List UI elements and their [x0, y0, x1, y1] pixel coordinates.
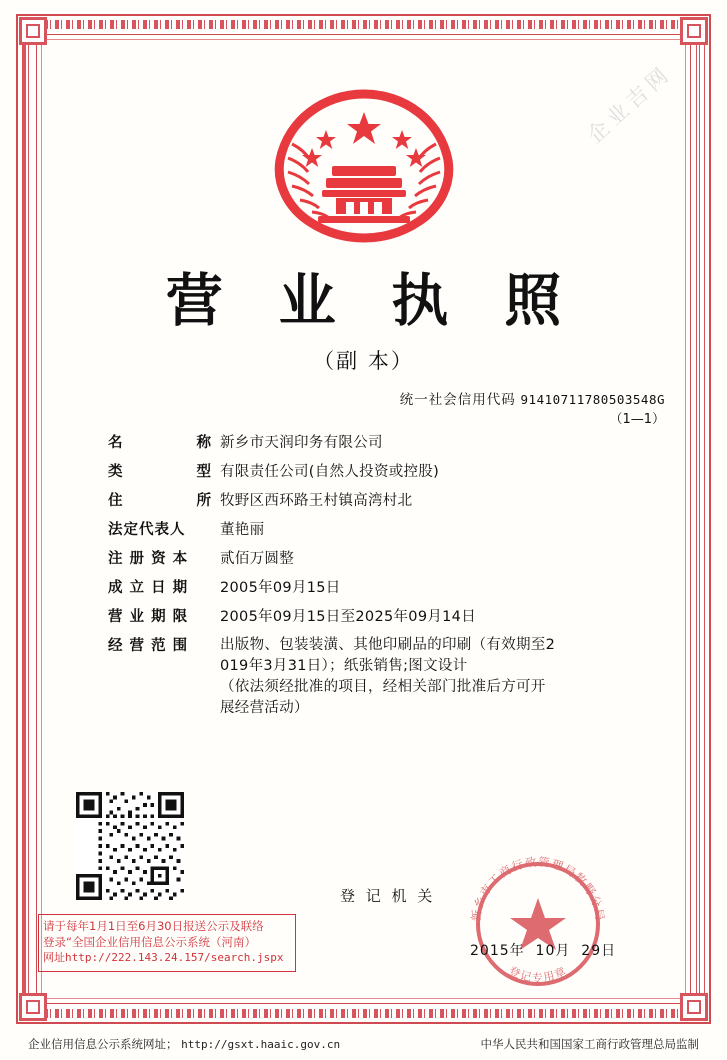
footer-left-url[interactable]: http://gsxt.haaic.gov.cn — [181, 1038, 341, 1051]
field-key-type — [108, 461, 220, 483]
field-key-business-term: 营 业 期 限 — [108, 609, 189, 625]
business-scope-line-3: （依法须经批准的项目，经相关部门批准后方可开 — [220, 679, 546, 695]
corner-ornament-top-left — [19, 17, 47, 45]
field-value-legal-representative: 董艳丽 — [220, 522, 265, 538]
field-row-establish-date — [108, 577, 657, 599]
page-title: 营 业 执 照 — [165, 268, 580, 334]
field-value-address: 牧野区西环路王村镇高湾村北 — [220, 493, 413, 509]
seal-bottom-text: 登记专用章 — [506, 964, 570, 985]
registration-date-year: 2015 — [470, 943, 510, 959]
field-row-type — [108, 461, 657, 483]
field-value-name: 新乡市天润印务有限公司 — [220, 435, 383, 451]
credit-code-line — [400, 388, 665, 408]
field-key-address-left: 住 — [108, 493, 124, 509]
field-row-business-scope — [108, 635, 657, 719]
corner-ornament-top-right — [680, 17, 708, 45]
footer-right: 中华人民共和国国家工商行政管理总局监制 — [480, 1037, 699, 1051]
field-row-address — [108, 490, 657, 512]
registration-authority-label: 登 记 机 关 — [340, 887, 436, 905]
footer-left-label: 企业信用信息公示系统网址； — [28, 1037, 178, 1051]
registration-date-day-unit: 日 — [601, 943, 617, 959]
field-key-name-right: 称 — [196, 435, 212, 451]
field-row-name — [108, 432, 657, 454]
corner-ornament-bottom-left — [19, 993, 47, 1021]
field-list — [108, 432, 657, 726]
page-subtitle: （副 本） — [313, 349, 414, 373]
field-key-address — [108, 490, 220, 512]
field-key-establish-date: 成 立 日 期 — [108, 580, 189, 596]
field-value-business-scope — [220, 635, 640, 719]
field-value-type: 有限责任公司(自然人投资或控股) — [220, 464, 440, 480]
red-note-text — [43, 918, 288, 966]
field-row-business-term — [108, 606, 657, 628]
corner-ornament-bottom-right — [680, 993, 708, 1021]
registration-date-year-unit: 年 — [509, 943, 525, 959]
field-key-name-left: 名 — [108, 435, 124, 451]
qr-code[interactable] — [76, 792, 184, 900]
footer — [28, 1036, 699, 1052]
field-key-business-scope: 经 营 范 围 — [108, 638, 189, 654]
credit-code-value: 91410711780503548G — [520, 392, 665, 407]
credit-code-label: 统一社会信用代码 — [399, 392, 516, 408]
registration-date-month: 10 — [535, 943, 556, 959]
field-key-legal-representative: 法定代表人 — [108, 522, 186, 538]
national-emblem-icon — [264, 86, 464, 246]
field-value-business-term: 2005年09月15日至2025年09月14日 — [220, 609, 477, 625]
red-note-line-1: 请于每年1月1日至6月30日报送公示及联络 — [43, 919, 264, 933]
business-scope-line-1: 出版物、包装装潢、其他印刷品的印刷（有效期至2 — [220, 637, 556, 653]
red-note-line-3: 网址http://222.143.24.157/search.jspx — [43, 951, 284, 964]
page-number: （1—1） — [609, 412, 665, 427]
field-key-type-left: 类 — [108, 464, 124, 480]
field-value-establish-date: 2005年09月15日 — [220, 580, 341, 596]
field-value-registered-capital: 贰佰万圆整 — [220, 551, 294, 567]
field-key-address-right: 所 — [196, 493, 212, 509]
field-row-registered-capital — [108, 548, 657, 570]
watermark-text: 企业吉网 — [582, 60, 677, 148]
registration-date-day: 29 — [581, 943, 602, 959]
footer-left — [28, 1036, 340, 1052]
field-key-type-right: 型 — [196, 464, 212, 480]
field-key-registered-capital: 注 册 资 本 — [108, 551, 189, 567]
field-row-legal-representative — [108, 519, 657, 541]
red-note-line-2: 登录“全国企业信用信息公示系统（河南） — [43, 935, 256, 949]
registration-date-month-unit: 月 — [555, 943, 571, 959]
seal-top-text: 新乡市工商行政管理局牧野分局 — [468, 854, 608, 923]
official-seal-icon — [462, 848, 617, 1000]
business-scope-line-2: 019年3月31日）；纸张销售;图文设计 — [220, 658, 468, 674]
registration-date — [470, 940, 616, 960]
field-key-name — [108, 432, 220, 454]
business-scope-line-4: 展经营活动） — [220, 700, 309, 716]
